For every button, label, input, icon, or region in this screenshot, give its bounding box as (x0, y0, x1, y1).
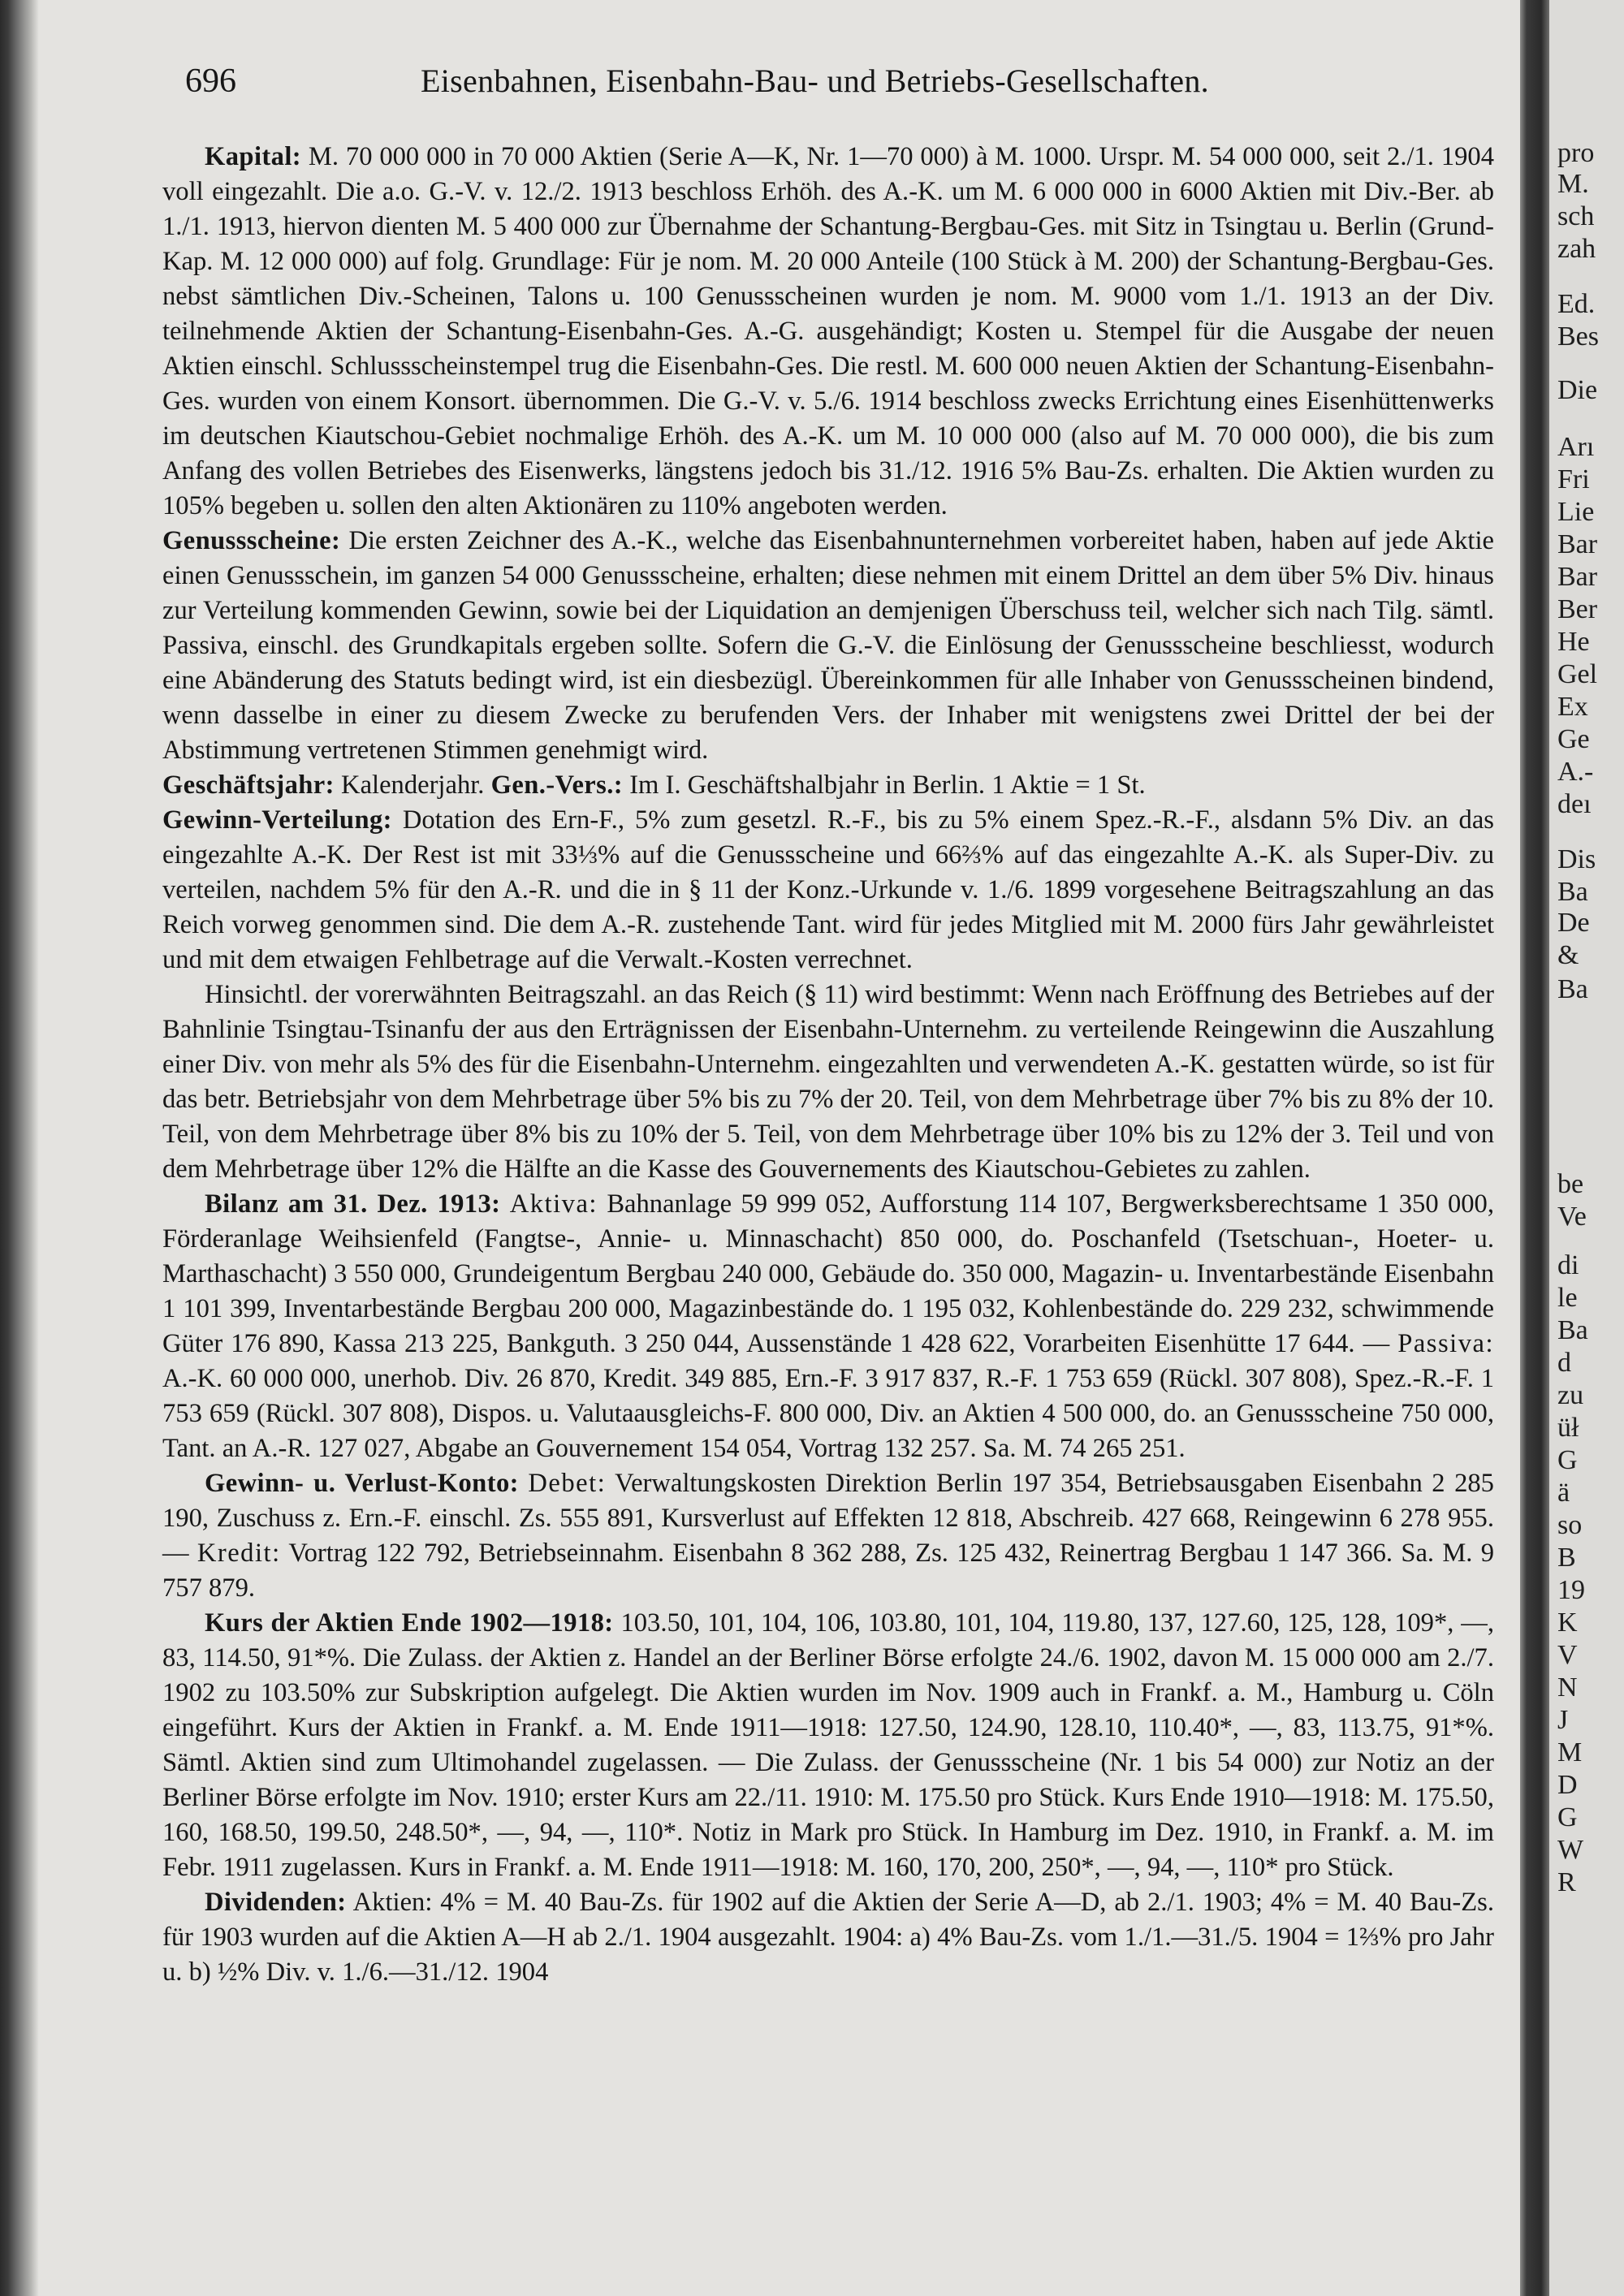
next-page-fragment: Gel (1557, 659, 1598, 689)
label-genussscheine: Genussscheine: (162, 526, 341, 555)
label-geschaeftsjahr: Geschäftsjahr: (162, 770, 335, 800)
text-aktiva: Bahnanlage 59 999 052, Aufforstung 114 107, Bergwerksberechtsame 1 350 000, Förderanlage Weihsienfeld (Fangtse-, Annie- u. Minnaschacht) 850 000, do. Poschanfeld (Tsetschuan-, Hoeter- u. Marthaschacht) 3 550 000, Grundeigentum Bergbau 240 000, Gebäude do. 350 000, Magazin- u. Inventarbestände Eisenbahn 1 101 399, Inventarbestände Bergbau 200 000, Magazinbestände do. 1 195 032, Kohlenbestände do. 229 232, schwimmende Güter 176 890, Kassa 213 225, Bankguth. 3 250 044, Aussenstände 1 428 622, Vorarbeiten Eisenhütte 17 644. — (162, 1189, 1494, 1358)
running-title: Eisenbahnen, Eisenbahn-Bau- und Betriebs-Gesellschaften. (421, 63, 1209, 99)
next-page-fragment: Bar (1557, 529, 1598, 559)
next-page-fragment: so (1557, 1510, 1583, 1540)
next-page-fragment: J (1557, 1705, 1569, 1735)
next-page-fragment: & (1557, 940, 1579, 970)
next-page-fragment: V (1557, 1640, 1578, 1670)
next-page-fragment: M (1557, 1737, 1583, 1767)
book-gutter (1520, 0, 1549, 2296)
next-page-fragment: pro (1557, 138, 1595, 168)
text-kredit: Vortrag 122 792, Betriebseinnahm. Eisenbahn 8 362 288, Zs. 125 432, Reinertrag Bergbau 1 147 366. Sa. M. 9 757 879. (162, 1539, 1494, 1603)
next-page-fragment: zu (1557, 1380, 1584, 1410)
section-kurs (162, 1606, 1494, 1885)
label-kredit: Kredit: (197, 1539, 281, 1568)
next-page-fragment: D (1557, 1770, 1578, 1800)
next-page-fragment: Ber (1557, 594, 1598, 624)
label-bilanz: Bilanz am 31. Dez. 1913: (205, 1189, 501, 1219)
text-gewinn-verteilung: Dotation des Ern-F., 5% zum gesetzl. R.-F., bis zu 5% einem Spez.-R.-F., alsdann 5% Div. an das eingezahlte A.-K. Der Rest ist mit 33⅓% auf die Genussscheine und 66⅔% auf das eingezahlte A.-K. als Super-Div. zu verteilen, nachdem 5% für den A.-R. und die in § 11 der Konz.-Urkunde v. 1./6. 1899 vorgesehene Beitragszahlung an das Reich vorweg genommen sind. Die dem A.-R. zustehende Tant. wird für jedes Mitglied mit M. 2000 fürs Jahr gewährleistet und mit dem etwaigen Fehlbetrage auf die Verwalt.-Kosten verrechnet. (162, 805, 1494, 974)
text-dividenden: Aktien: 4% = M. 40 Bau-Zs. für 1902 auf die Aktien der Serie A—D, ab 2./1. 1903; 4% = M. 40 Bau-Zs. für 1903 wurden auf die Aktien A—H ab 2./1. 1904 ausgezahlt. 1904: a) 4% Bau-Zs. vom 1./1.—31./5. 1904 = 1⅔% pro Jahr u. b) ½% Div. v. 1./6.—31./12. 1904 (162, 1888, 1494, 1987)
label-passiva: Passiva: (1397, 1329, 1494, 1358)
next-page-fragment: Ba (1557, 1315, 1588, 1345)
label-dividenden: Dividenden: (205, 1888, 347, 1917)
next-page-fragment: B (1557, 1543, 1576, 1573)
section-genussscheine (162, 524, 1494, 768)
next-page-fragment: Ed. (1557, 289, 1596, 319)
next-page-fragment: Dis (1557, 844, 1596, 874)
next-page-fragment: De (1557, 908, 1590, 938)
label-kurs: Kurs der Aktien Ende 1902—1918: (205, 1608, 614, 1638)
next-page-fragment: le (1557, 1283, 1578, 1313)
next-page-fragment: di (1557, 1250, 1579, 1280)
section-kapital (162, 140, 1494, 524)
next-page-fragment: Lie (1557, 497, 1595, 527)
text-kurs: 103.50, 101, 104, 106, 103.80, 101, 104, 119.80, 137, 127.60, 125, 128, 109*, —, 83, 114.50, 91*%. Die Zulass. der Aktien z. Handel an der Berliner Börse erfolgte 24./6. 1902, davon M. 15 000 000 am 2./7. 1902 zu 103.50% zur Subskription aufgelegt. Die Aktien wurden im Nov. 1909 auch in Frankf. a. M., Hamburg u. Cöln eingeführt. Kurs der Aktien in Frankf. a. M. Ende 1911—1918: 127.50, 124.90, 128.10, 110.40*, —, 83, 113.75, 91*%. Sämtl. Aktien sind zum Ultimohandel zugelassen. — Die Zulass. der Genussscheine (Nr. 1 bis 54 000) zur Notiz an der Berliner Börse erfolgte im Nov. 1910; erster Kurs am 22./11. 1910: M. 175.50 pro Stück. Kurs Ende 1910—1918: M. 175.50, 160, 168.50, 199.50, 248.50*, —, 94, —, 110*. Notiz in Mark pro Stück. In Hamburg im Dez. 1910, in Frankf. a. M. im Febr. 1911 zugelassen. Kurs in Frankf. a. M. Ende 1911—1918: M. 160, 170, 200, 250*, —, 94, —, 110* pro Stück. (162, 1608, 1494, 1882)
section-geschaeftsjahr (162, 768, 1494, 803)
next-page-fragment: Fri (1557, 464, 1590, 494)
next-page-fragment: Arı (1557, 432, 1595, 462)
next-page-fragment: Ge (1557, 724, 1590, 754)
next-page-fragment: W (1557, 1835, 1584, 1865)
next-page-edge (1549, 0, 1624, 2296)
text-kapital: M. 70 000 000 in 70 000 Aktien (Serie A—K, Nr. 1—70 000) à M. 1000. Urspr. M. 54 000 000, seit 2./1. 1904 voll eingezahlt. Die a.o. G.-V. v. 12./2. 1913 beschloss Erhöh. des A.-K. um M. 6 000 000 in 6000 Aktien mit Div.-Ber. ab 1./1. 1913, hiervon dienten M. 5 400 000 zur Übernahme der Schantung-Bergbau-Ges. mit Sitz in Tsingtau u. Berlin (Grund-Kap. M. 12 000 000) auf folg. Grundlage: Für je nom. M. 20 000 Anteile (100 Stück à M. 200) der Schantung-Bergbau-Ges. nebst sämtlichen Div.-Scheinen, Talons u. 100 Genussscheinen wurden je nom. M. 9000 vom 1./1. 1913 an der Div. teilnehmende Aktien der Schantung-Eisenbahn-Ges. A.-G. ausgehändigt; Kosten u. Stempel für die Ausgabe der neuen Aktien einschl. Schlussscheinstempel trug die Eisenbahn-Ges. Die restl. M. 600 000 neuen Aktien der Schantung-Eisenbahn-Ges. wurden von einem Konsort. übernommen. Die G.-V. v. 5./6. 1914 beschloss zwecks Errichtung eines Eisenhüttenwerks im deutschen Kiautschou-Gebiet nochmalige Erhöh. des A.-K. um M. 10 000 000 (also auf M. 70 000 000), die bis zum Anfang des vollen Betriebes des Eisenwerks, längstens jedoch bis 31./12. 1916 5% Bau-Zs. erhalten. Die Aktien wurden zu 105% begeben u. sollen den alten Aktionären zu 110% angeboten werden. (162, 142, 1494, 520)
next-page-fragment: N (1557, 1672, 1578, 1703)
next-page-fragment: Bar (1557, 562, 1598, 592)
section-guv (162, 1466, 1494, 1606)
text-debet: Verwaltungskosten Direktion Berlin 197 354, Betriebsausgaben Eisenbahn 2 285 190, Zuschuss z. Ern.-F. einschl. Zs. 555 891, Kursverlust auf Effekten 12 818, Abschreib. 427 668, Reingewinn 6 278 955. — (162, 1469, 1494, 1568)
next-page-fragment: be (1557, 1169, 1584, 1199)
label-kapital: Kapital: (205, 142, 302, 171)
next-page-fragment: zah (1557, 234, 1596, 264)
label-guv: Gewinn- u. Verlust-Konto: (205, 1469, 519, 1498)
text-geschaeftsjahr: Kalenderjahr. (341, 770, 485, 800)
next-page-fragment: K (1557, 1608, 1578, 1638)
label-debet: Debet: (528, 1469, 607, 1498)
next-page-fragment: üł (1557, 1413, 1579, 1443)
next-page-fragment: sch (1557, 201, 1595, 231)
text-gen-vers: Im I. Geschäftshalbjahr in Berlin. 1 Aktie = 1 St. (629, 770, 1146, 800)
section-gewinn-verteilung-cont (162, 978, 1494, 1187)
next-page-fragment: G (1557, 1445, 1578, 1475)
next-page-fragment: 19 (1557, 1575, 1585, 1605)
label-gen-vers: Gen.-Vers.: (490, 770, 624, 800)
next-page-fragment: Die (1557, 375, 1598, 405)
next-page-fragment: G (1557, 1802, 1578, 1832)
next-page-fragment: ä (1557, 1478, 1570, 1508)
section-dividenden (162, 1885, 1494, 1990)
next-page-fragment: Ba (1557, 974, 1588, 1004)
text-genussscheine: Die ersten Zeichner des A.-K., welche das Eisenbahnunternehmen vorbereitet haben, haben auf jede Aktie einen Genussschein, im ganzen 54 000 Genussscheine, erhalten; diese nehmen mit einem Drittel an dem über 5% Div. hinaus zur Verteilung kommenden Gewinn, sowie bei der Liquidation an demjenigen Überschuss teil, welcher sich nach Tilg. sämtl. Passiva, einschl. des Grundkapitals ergeben sollte. Sofern die G.-V. die Einlösung der Genussscheine beschliesst, wodurch eine Abänderung des Statuts bedingt wird, ist ein diesbezügl. Übereinkommen für alle Inhaber von Genussscheinen bindend, wenn dasselbe in einer zu diesem Zwecke zu berufenden Vers. der Inhaber mit wenigstens zwei Drittel der bei der Abstimmung vertretenen Stimmen genehmigt wird. (162, 526, 1494, 765)
scan-left-edge (0, 0, 39, 2296)
next-page-fragment: R (1557, 1867, 1576, 1897)
page-header (185, 55, 1517, 104)
label-gewinn-verteilung: Gewinn-Verteilung: (162, 805, 392, 835)
next-page-fragment: M. (1557, 169, 1589, 199)
text-passiva: A.-K. 60 000 000, unerhob. Div. 26 870, Kredit. 349 885, Ern.-F. 3 917 837, R.-F. 1 753 659 (Rückl. 307 808), Spez.-R.-F. 1 753 659 (Rückl. 307 808), Dispos. u. Valutaausgleichs-F. 800 000, Div. an Aktien 4 500 000, do. an Genussscheine 750 000, Tant. an A.-R. 127 027, Abgabe an Gouvernement 154 054, Vortrag 132 257. Sa. M. 74 265 251. (162, 1364, 1494, 1463)
next-page-fragment: Ex (1557, 692, 1588, 722)
next-page-fragment: Bes (1557, 322, 1599, 352)
section-gewinn-verteilung (162, 803, 1494, 978)
page-number: 696 (185, 63, 236, 100)
text-gewinn-verteilung-2: Hinsichtl. der vorerwähnten Beitragszahl. an das Reich (§ 11) wird bestimmt: Wenn nach Eröffnung des Betriebes auf der Bahnlinie Tsingtau-Tsinanfu der aus den Erträgnissen der Eisenbahn-Unternehm. zu verteilende Reingewinn die Auszahlung einer Div. von mehr als 5% des für die Eisenbahn-Unternehm. eingezahlten und verwendeten A.-K. gestatten würde, so ist für das betr. Betriebsjahr von dem Mehrbetrage über 5% bis zu 7% der 20. Teil, von dem Mehrbetrage über 7% bis zu 8% der 10. Teil, von dem Mehrbetrage über 8% bis zu 10% der 5. Teil, von dem Mehrbetrage über 10% bis zu 12% der 3. Teil und von dem Mehrbetrage über 12% die Hälfte an die Kasse des Gouvernements des Kiautschou-Gebietes zu zahlen. (162, 980, 1494, 1184)
next-page-fragment: Ve (1557, 1202, 1587, 1232)
section-bilanz (162, 1187, 1494, 1466)
next-page-fragment: d (1557, 1348, 1571, 1378)
next-page-fragment: He (1557, 627, 1590, 657)
label-aktiva: Aktiva: (509, 1189, 598, 1219)
page-body (162, 140, 1494, 1990)
next-page-fragment: A.- (1557, 757, 1594, 787)
next-page-fragment: Ba (1557, 877, 1588, 907)
next-page-fragment: deı (1557, 789, 1592, 819)
